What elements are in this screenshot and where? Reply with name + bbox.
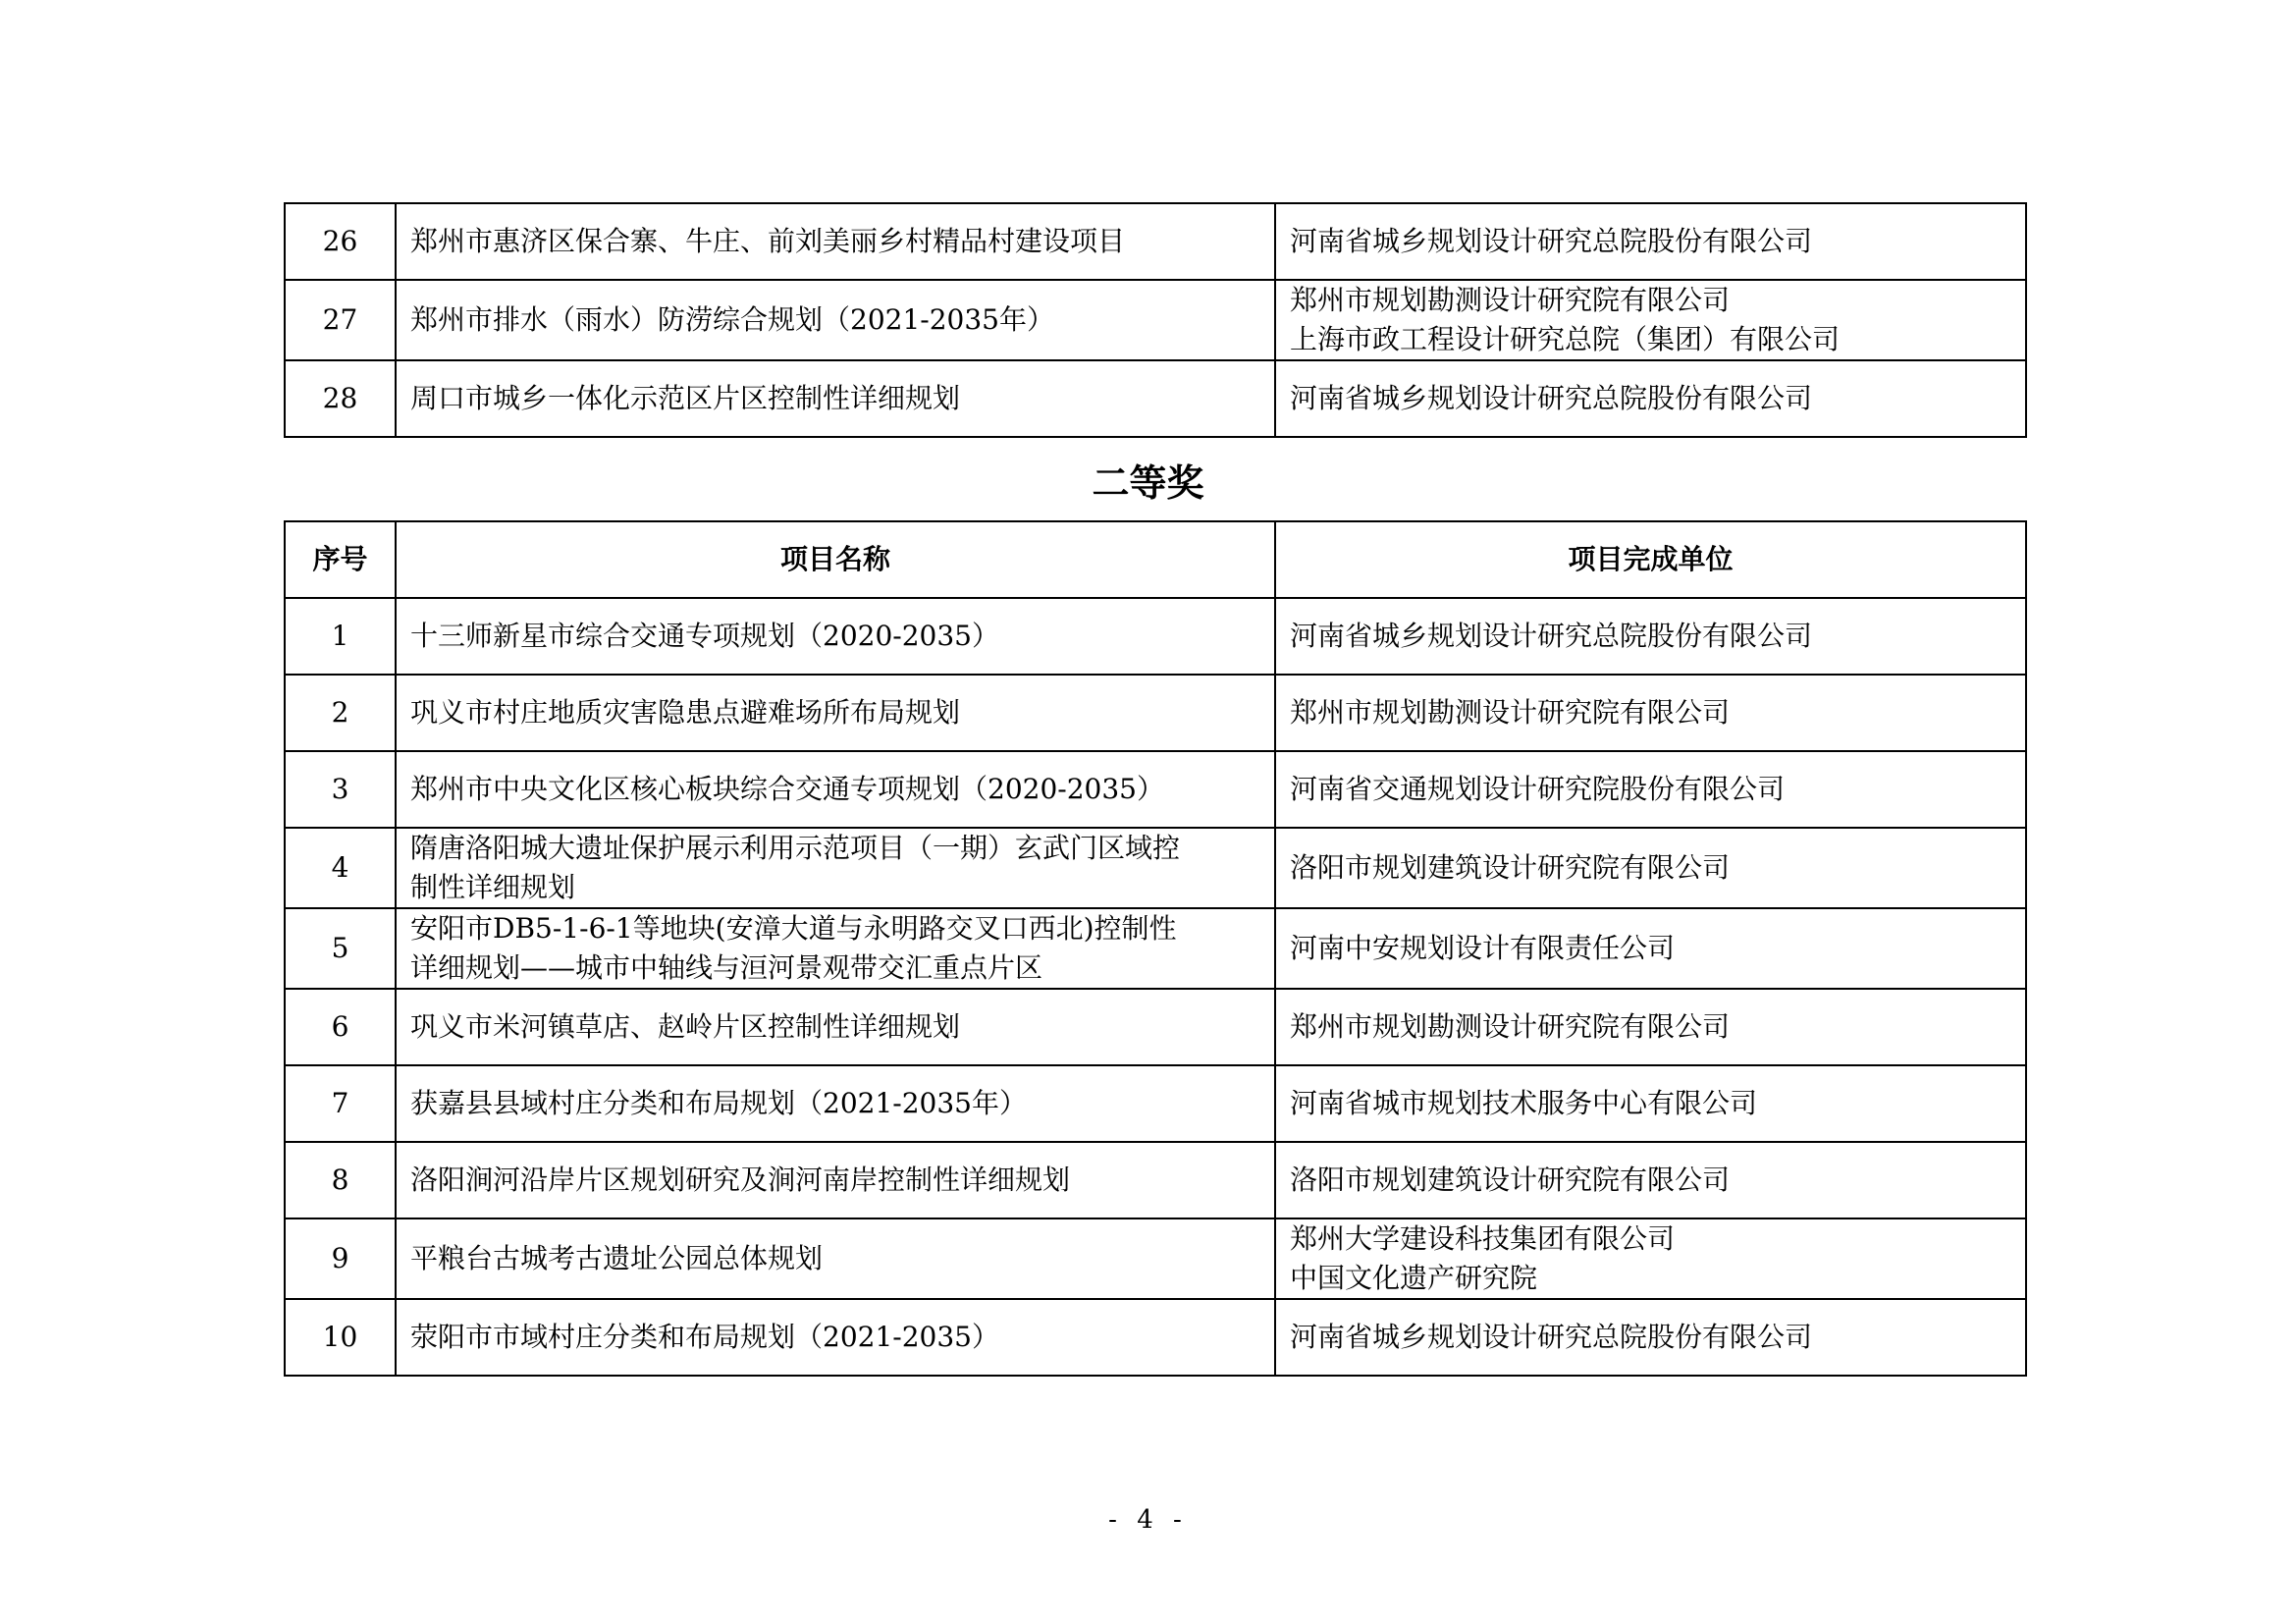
row-number: 5	[285, 908, 396, 989]
project-name: 荥阳市市域村庄分类和布局规划（2021-2035）	[396, 1299, 1275, 1376]
row-number: 10	[285, 1299, 396, 1376]
second-prize-table	[284, 520, 2027, 1377]
project-unit: 郑州市规划勘测设计研究院有限公司	[1275, 675, 2026, 751]
table-row	[285, 280, 2026, 360]
row-number: 28	[285, 360, 396, 437]
table-row	[285, 675, 2026, 751]
project-unit: 河南省城乡规划设计研究总院股份有限公司	[1275, 203, 2026, 280]
table-row	[285, 828, 2026, 908]
project-name: 洛阳涧河沿岸片区规划研究及涧河南岸控制性详细规划	[396, 1142, 1275, 1218]
row-number: 8	[285, 1142, 396, 1218]
project-name: 郑州市惠济区保合寨、牛庄、前刘美丽乡村精品村建设项目	[396, 203, 1275, 280]
project-unit: 郑州市规划勘测设计研究院有限公司 上海市政工程设计研究总院（集团）有限公司	[1275, 280, 2026, 360]
project-unit: 河南省城乡规划设计研究总院股份有限公司	[1275, 360, 2026, 437]
project-name: 获嘉县县域村庄分类和布局规划（2021-2035年）	[396, 1065, 1275, 1142]
project-name: 巩义市村庄地质灾害隐患点避难场所布局规划	[396, 675, 1275, 751]
table-row	[285, 598, 2026, 675]
project-unit: 河南省城乡规划设计研究总院股份有限公司	[1275, 598, 2026, 675]
row-number: 4	[285, 828, 396, 908]
row-number: 2	[285, 675, 396, 751]
header-project-unit: 项目完成单位	[1275, 521, 2026, 598]
table-row	[285, 1299, 2026, 1376]
row-number: 7	[285, 1065, 396, 1142]
table-row	[285, 1218, 2026, 1299]
row-number: 27	[285, 280, 396, 360]
row-number: 6	[285, 989, 396, 1065]
row-number: 9	[285, 1218, 396, 1299]
project-unit: 河南省交通规划设计研究院股份有限公司	[1275, 751, 2026, 828]
project-unit: 河南省城市规划技术服务中心有限公司	[1275, 1065, 2026, 1142]
project-unit: 河南中安规划设计有限责任公司	[1275, 908, 2026, 989]
section-title-second-prize: 二等奖	[1092, 461, 1204, 505]
project-unit: 洛阳市规划建筑设计研究院有限公司	[1275, 828, 2026, 908]
row-number: 3	[285, 751, 396, 828]
row-number: 1	[285, 598, 396, 675]
table-row	[285, 989, 2026, 1065]
project-name: 安阳市DB5-1-6-1等地块(安漳大道与永明路交叉口西北)控制性 详细规划——城市中轴线与洹河景观带交汇重点片区	[396, 908, 1275, 989]
project-unit: 河南省城乡规划设计研究总院股份有限公司	[1275, 1299, 2026, 1376]
table-row	[285, 360, 2026, 437]
row-number: 26	[285, 203, 396, 280]
project-name: 巩义市米河镇草店、赵岭片区控制性详细规划	[396, 989, 1275, 1065]
project-unit: 郑州市规划勘测设计研究院有限公司	[1275, 989, 2026, 1065]
header-project-name: 项目名称	[396, 521, 1275, 598]
table-header-row	[285, 521, 2026, 598]
table-row	[285, 1065, 2026, 1142]
first-prize-table-continued	[284, 202, 2027, 438]
project-name: 郑州市排水（雨水）防涝综合规划（2021-2035年）	[396, 280, 1275, 360]
project-unit: 洛阳市规划建筑设计研究院有限公司	[1275, 1142, 2026, 1218]
table-row	[285, 203, 2026, 280]
header-number: 序号	[285, 521, 396, 598]
project-name: 郑州市中央文化区核心板块综合交通专项规划（2020-2035）	[396, 751, 1275, 828]
table-row	[285, 751, 2026, 828]
page-number: - 4 -	[1108, 1505, 1188, 1535]
table-row	[285, 908, 2026, 989]
project-name: 十三师新星市综合交通专项规划（2020-2035）	[396, 598, 1275, 675]
table-row	[285, 1142, 2026, 1218]
project-name: 周口市城乡一体化示范区片区控制性详细规划	[396, 360, 1275, 437]
project-unit: 郑州大学建设科技集团有限公司 中国文化遗产研究院	[1275, 1218, 2026, 1299]
project-name: 平粮台古城考古遗址公园总体规划	[396, 1218, 1275, 1299]
project-name: 隋唐洛阳城大遗址保护展示利用示范项目（一期）玄武门区域控 制性详细规划	[396, 828, 1275, 908]
